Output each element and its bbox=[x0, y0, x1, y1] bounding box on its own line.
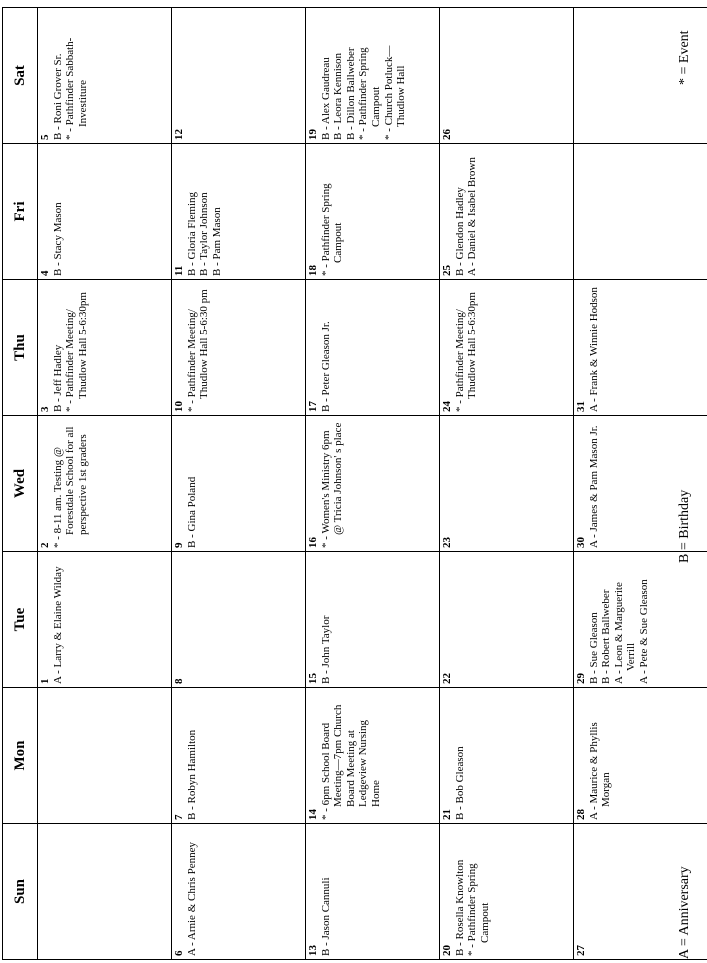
weekday-header: Mon bbox=[3, 688, 38, 824]
calendar-body bbox=[38, 8, 707, 960]
day-cell bbox=[38, 688, 172, 824]
calendar-entry: A - James & Pam Mason Jr. bbox=[587, 425, 600, 548]
day-cell bbox=[38, 280, 172, 416]
day-number: 6 bbox=[173, 950, 185, 956]
day-cell bbox=[38, 824, 172, 960]
day-number: 24 bbox=[441, 401, 453, 412]
day-number: 13 bbox=[307, 945, 319, 956]
calendar-entry: B - John Taylor bbox=[319, 615, 332, 684]
day-cell bbox=[440, 416, 574, 552]
day-number: 9 bbox=[173, 542, 185, 548]
day-number: 31 bbox=[575, 401, 587, 412]
calendar-entry: A - Larry & Elaine Wilday bbox=[51, 566, 64, 684]
day-cell bbox=[440, 552, 574, 688]
day-cell bbox=[172, 416, 306, 552]
legend-event: * = Event bbox=[677, 30, 692, 85]
day-number: 27 bbox=[575, 945, 587, 956]
day-cell bbox=[172, 144, 306, 280]
day-number: 11 bbox=[173, 265, 185, 276]
calendar-entry: * - Pathfinder Meeting/ Thudlow Hall 5-6:30pm bbox=[64, 292, 89, 412]
calendar-entry: B - Gina Poland bbox=[185, 476, 198, 548]
day-cell bbox=[574, 280, 707, 416]
day-cell bbox=[172, 824, 306, 960]
calendar-entry: * - Women's Ministry 6pm @ Tricia Johnson' s place bbox=[319, 422, 345, 548]
weekday-header: Thu bbox=[3, 280, 38, 416]
calendar-entry: A - Pete & Sue Gleason bbox=[637, 579, 650, 684]
day-cell bbox=[38, 8, 172, 144]
weekday-header: Sun bbox=[3, 824, 38, 960]
calendar-entry: A - Arnie & Chris Penney bbox=[185, 842, 198, 956]
day-number: 17 bbox=[307, 401, 319, 412]
legend-anniversary: A = Anniversary bbox=[677, 866, 692, 959]
day-number: 2 bbox=[39, 542, 51, 548]
calendar-entry: B - Sue Gleason bbox=[587, 612, 600, 684]
calendar-entry: B - Gloria Fleming bbox=[185, 191, 198, 276]
day-number: 23 bbox=[441, 537, 453, 548]
day-cell bbox=[440, 824, 574, 960]
day-number: 12 bbox=[173, 129, 185, 140]
calendar-entry: * - Pathfinder Spring Campout bbox=[319, 183, 345, 276]
calendar-entry: * - 6pm School Board Meeting—7pm Church Board Meeting at Ledgeview Nursing Home bbox=[319, 704, 382, 820]
day-number: 29 bbox=[575, 673, 587, 684]
day-number: 10 bbox=[173, 401, 185, 412]
day-cell bbox=[172, 552, 306, 688]
day-number: 5 bbox=[39, 134, 51, 140]
day-cell bbox=[574, 552, 707, 688]
calendar-entry: B - Peter Gleason Jr. bbox=[319, 321, 332, 412]
day-number: 7 bbox=[173, 814, 185, 820]
calendar-entry: B - Pam Mason bbox=[210, 207, 223, 276]
day-cell bbox=[306, 688, 440, 824]
calendar-entry: * - Pathfinder Spring Campout bbox=[357, 47, 382, 140]
day-number: 18 bbox=[307, 265, 319, 276]
calendar-entry: A - Daniel & Isabel Brown bbox=[466, 157, 479, 276]
calendar-entry: B - Jeff Hadley bbox=[51, 344, 64, 412]
day-cell bbox=[574, 144, 707, 280]
calendar-entry: B - Robyn Hamilton bbox=[185, 729, 198, 820]
day-cell bbox=[440, 280, 574, 416]
week-row bbox=[306, 8, 440, 960]
weekday-header: Tue bbox=[3, 552, 38, 688]
day-cell bbox=[306, 416, 440, 552]
day-cell bbox=[306, 552, 440, 688]
calendar-entry: B - Rosella Knowlton bbox=[453, 859, 466, 956]
day-number: 22 bbox=[441, 673, 453, 684]
weekday-header: Fri bbox=[3, 144, 38, 280]
weekday-header: Wed bbox=[3, 416, 38, 552]
calendar-entry: * - 8-11 am. Testing @ Forestdale School for all perspective 1st graders bbox=[51, 426, 89, 548]
calendar-entry: B - Stacy Mason bbox=[51, 202, 64, 276]
calendar-entry: B - Dillon Ballweber bbox=[344, 47, 357, 140]
calendar-entry: * - Pathfinder Meeting/ Thudlow Hall 5-6:30 pm bbox=[185, 289, 211, 412]
calendar-entry: A - Leon & Marguerite Verrill bbox=[612, 582, 638, 684]
calendar-entry: * - Pathfinder Meeting/ Thudlow Hall 5-6:30pm bbox=[453, 292, 479, 412]
calendar-entry: * - Pathfinder Sabbath-Investiture bbox=[64, 37, 89, 140]
calendar-entry: B - Glendon Hadley bbox=[453, 187, 466, 276]
week-row bbox=[172, 8, 306, 960]
calendar-entry: B - Bob Gleason bbox=[453, 746, 466, 820]
day-cell bbox=[38, 552, 172, 688]
day-number: 1 bbox=[39, 678, 51, 684]
calendar-entry: B - Jason Cannuli bbox=[319, 877, 332, 956]
day-number: 26 bbox=[441, 129, 453, 140]
weekday-header-row bbox=[3, 8, 38, 960]
calendar-entry: B - Alex Gaudreau bbox=[319, 57, 332, 140]
calendar-entry: B - Roni Grover Sr. bbox=[51, 53, 64, 140]
calendar-entry: A - Maurice & Phyllis Morgan bbox=[587, 722, 613, 820]
day-cell bbox=[38, 144, 172, 280]
day-cell bbox=[574, 688, 707, 824]
day-cell bbox=[306, 8, 440, 144]
day-number: 15 bbox=[307, 673, 319, 684]
calendar-entry: * - Church Potluck—Thudlow Hall bbox=[382, 45, 408, 140]
day-cell bbox=[172, 688, 306, 824]
day-cell bbox=[172, 280, 306, 416]
day-number: 4 bbox=[39, 270, 51, 276]
day-cell bbox=[306, 280, 440, 416]
day-cell bbox=[172, 8, 306, 144]
day-cell bbox=[38, 416, 172, 552]
day-cell bbox=[440, 144, 574, 280]
day-number: 20 bbox=[441, 945, 453, 956]
week-row bbox=[440, 8, 574, 960]
week-row bbox=[574, 8, 707, 960]
day-number: 16 bbox=[307, 537, 319, 548]
legend-birthday: B = Birthday bbox=[677, 489, 692, 563]
day-number: 25 bbox=[441, 265, 453, 276]
weekday-header: Sat bbox=[3, 8, 38, 144]
calendar-entry: A - Frank & Winnie Hodson bbox=[587, 287, 600, 412]
day-number: 28 bbox=[575, 809, 587, 820]
day-number: 19 bbox=[307, 129, 319, 140]
day-number: 30 bbox=[575, 537, 587, 548]
day-number: 8 bbox=[173, 678, 185, 684]
calendar-entry: * - Pathfinder Spring Campout bbox=[466, 863, 491, 956]
day-number: 3 bbox=[39, 406, 51, 412]
calendar-entry: B - Leora Kennison bbox=[332, 52, 345, 140]
day-number: 21 bbox=[441, 809, 453, 820]
calendar-entry: B - Robert Ballweber bbox=[600, 589, 613, 684]
day-cell bbox=[306, 824, 440, 960]
day-cell bbox=[440, 8, 574, 144]
week-row bbox=[38, 8, 172, 960]
day-cell bbox=[306, 144, 440, 280]
calendar-grid bbox=[2, 7, 707, 960]
calendar-entry: B - Taylor Johnson bbox=[198, 192, 211, 276]
day-number: 14 bbox=[307, 809, 319, 820]
day-cell bbox=[440, 688, 574, 824]
